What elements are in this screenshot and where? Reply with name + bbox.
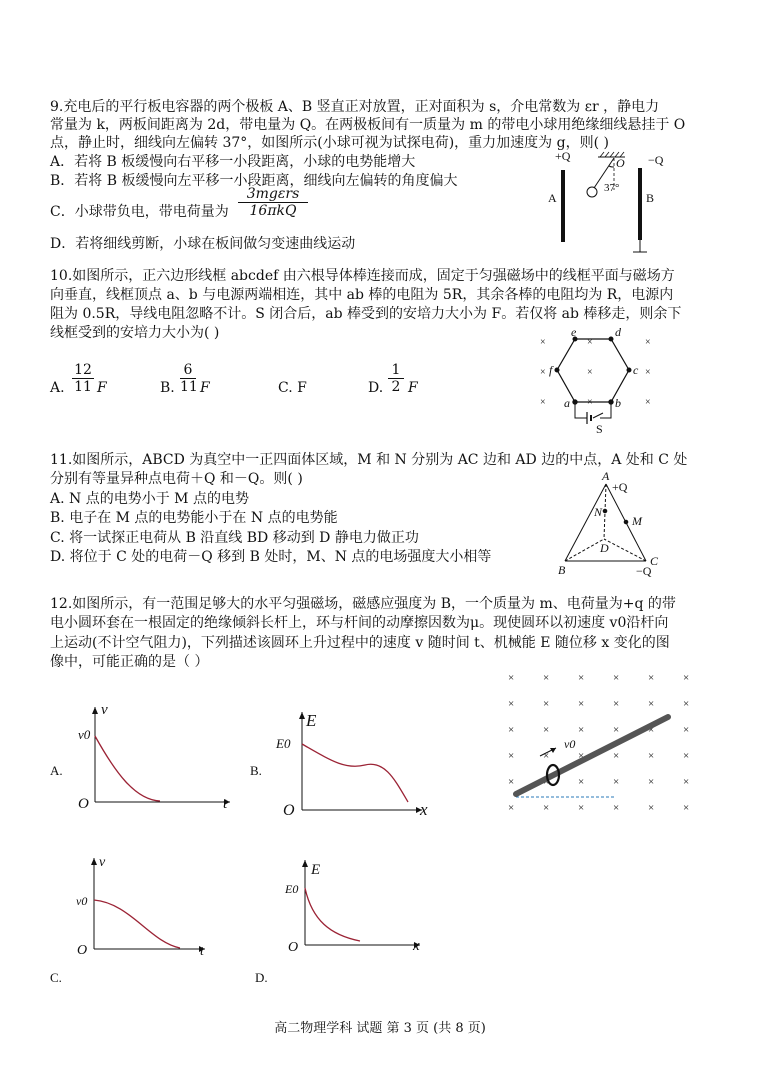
q9-label-plate-a: A <box>548 191 557 205</box>
svg-text:×: × <box>587 367 593 378</box>
q11-tetrahedron-figure <box>558 469 659 578</box>
q12-field-cross: × <box>648 802 655 814</box>
q11-label-minus-q: −Q <box>636 564 652 578</box>
q12-field-cross: × <box>508 750 515 762</box>
q10-option-b-num: 6 <box>183 362 193 378</box>
q10-option-c: C. F <box>278 380 307 396</box>
q12-field-cross: × <box>543 802 550 814</box>
q12-graph-d-e0: E0 <box>285 882 299 896</box>
q12-graph-c-v0: v0 <box>76 894 88 908</box>
q12-graph-c <box>50 855 205 985</box>
q9-label-angle: 37° <box>604 182 620 194</box>
q10-line-1: 10.如图所示，正六边形线框 abcdef 由六根导体棒连接而成，固定于匀强磁场中的线框平面与磁场方 <box>50 268 675 284</box>
q12-graph-b-x-label: x <box>420 800 428 819</box>
q11-point-n <box>603 509 607 513</box>
q12-graph-b <box>250 711 428 819</box>
q12-field-cross: × <box>648 672 655 684</box>
q12-field-cross: × <box>508 724 515 736</box>
q12-field-cross: × <box>648 750 655 762</box>
q12-field-cross: × <box>578 724 585 736</box>
q11-label-plus-q: +Q <box>612 480 628 494</box>
q10-option-b-f: F <box>200 380 210 396</box>
q12-field-cross: × <box>578 698 585 710</box>
q9-label-plate-b: B <box>646 191 655 205</box>
q12-field-cross: × <box>683 698 690 710</box>
q12-field-cross: × <box>683 724 690 736</box>
q12-graph-a-curve <box>95 736 160 801</box>
q12-graph-d-origin: O <box>288 940 299 955</box>
q9-plate-b <box>638 168 642 240</box>
q10-wire-right <box>600 402 611 418</box>
q12-field-cross: × <box>683 802 690 814</box>
svg-text:×: × <box>540 367 546 378</box>
q12-graph-d-option: D. <box>255 970 268 985</box>
q10-option-d-f: F <box>408 380 418 396</box>
q12-field-cross: × <box>508 698 515 710</box>
q9-option-b: B．若将 B 板缓慢向左平移一小段距离，细线向左偏转的角度偏大 <box>50 173 458 189</box>
q10-label-f: f <box>549 363 553 377</box>
q12-graph-c-y-arrow <box>91 858 97 865</box>
svg-text:×: × <box>540 337 546 348</box>
q12-graph-c-y-label: v <box>99 855 106 870</box>
q10-option-b-den: 11 <box>180 379 198 395</box>
q11-label-n: N <box>594 505 603 519</box>
q9-angle-arc <box>609 166 614 167</box>
svg-text:×: × <box>540 397 546 408</box>
q12-graph-b-e0: E0 <box>276 736 291 751</box>
q10-switch-s <box>593 413 603 418</box>
q11-label-a: A <box>602 469 610 483</box>
q12-field-cross: × <box>648 698 655 710</box>
q10-line-2: 向垂直，线框顶点 a、b 与电源两端相连，其中 ab 棒的电阻为 5R，其余各棒的电阻均为 R，电源内 <box>50 287 674 303</box>
q12-graph-a-y-arrow <box>92 707 98 714</box>
q12-graph-d-curve <box>305 888 360 941</box>
q12-field-cross: × <box>613 724 620 736</box>
q12-field-cross: × <box>683 750 690 762</box>
q12-graph-a-v0: v0 <box>78 727 91 742</box>
q9-option-c: C．小球带负电，带电荷量为 <box>50 204 229 220</box>
q12-field-cross: × <box>683 776 690 788</box>
q12-field-cross: × <box>508 776 515 788</box>
q11-label-c: C <box>650 554 659 568</box>
q9-capacitor-figure <box>548 149 664 252</box>
q10-label-d: d <box>615 325 621 339</box>
q12-graph-d <box>255 860 420 985</box>
q10-label-s: S <box>596 422 603 436</box>
q10-line-4: 线框受到的安培力大小为( ) <box>50 325 220 341</box>
q12-graph-a-option: A. <box>50 763 63 778</box>
q9-option-a: A．若将 B 板缓慢向右平移一小段距离，小球的电势能增大 <box>50 154 416 170</box>
q12-field-cross: × <box>648 724 655 736</box>
q11-label-d: D <box>600 541 609 555</box>
q9-label-plus-q: +Q <box>555 149 571 163</box>
q12-line-2: 电小圆环套在一根固定的绝缘倾斜长杆上，环与杆间的动摩擦因数为μ。现使圆环以初速度 v0沿杆向 <box>50 615 669 631</box>
q12-line-1: 12.如图所示，有一范围足够大的水平匀强磁场，磁感应强度为 B，一个质量为 m、电荷量为+q 的带 <box>50 596 676 612</box>
q9-line-3: 点，静止时，细线向左偏转 37°，如图所示(小球可视为试探电荷)，重力加速度为 g，则( ) <box>50 135 609 151</box>
q11-option-a: A. N 点的电势小于 M 点的电势 <box>50 491 249 507</box>
page-footer: 高二物理学科 试题 第 3 页 (共 8 页) <box>274 1021 486 1036</box>
q12-graph-d-x-label: x <box>413 938 420 954</box>
q10-option-d-den: 2 <box>388 378 404 395</box>
q11-label-b: B <box>558 563 566 577</box>
q12-field-cross: × <box>613 802 620 814</box>
q12-graph-a-origin: O <box>78 796 89 812</box>
q12-field-cross: × <box>578 776 585 788</box>
q12-field-cross: × <box>648 776 655 788</box>
q9-line-1: 9.充电后的平行板电容器的两个极板 A、B 竖直正对放置，正对面积为 s，介电常数为 εr ，静电力 <box>50 99 660 115</box>
svg-text:×: × <box>645 337 651 348</box>
q11-option-d: D. 将位于 C 处的电荷－Q 移到 B 处时，M、N 点的电场强度大小相等 <box>50 549 492 565</box>
q12-graph-a-x-label: t <box>223 796 228 812</box>
q12-graph-b-option: B. <box>250 763 262 778</box>
q12-graph-b-y-label: E <box>306 711 317 730</box>
q9-option-c-denominator: 16πkQ <box>238 202 308 219</box>
q10-vertex-f <box>555 368 559 372</box>
q9-option-d: D．若将细线剪断，小球在板间做匀变速曲线运动 <box>50 236 356 252</box>
q11-point-m <box>624 520 628 524</box>
q12-label-v0: v0 <box>564 737 576 751</box>
q12-field-cross: × <box>543 672 550 684</box>
q12-field-cross: × <box>613 776 620 788</box>
q9-line-2: 常量为 k，两板间距离为 2d，带电量为 Q。在两极板间有一质量为 m 的带电小球用绝缘细线悬挂于 O <box>50 117 686 133</box>
q12-graph-b-origin: O <box>283 802 295 819</box>
q10-label-a: a <box>564 396 570 410</box>
q10-option-a-num: 12 <box>74 362 92 378</box>
q12-field-cross: × <box>578 750 585 762</box>
q10-option-a-den: 11 <box>72 378 94 395</box>
q12-field-cross: × <box>683 672 690 684</box>
svg-text:×: × <box>645 397 651 408</box>
q10-label-b: b <box>615 396 621 410</box>
q11-line-2: 分别有等量异种点电荷＋Q 和－Q。则( ) <box>50 471 303 487</box>
q10-hexagon-figure <box>540 325 651 436</box>
q9-plate-a <box>561 170 565 242</box>
q9-option-c-numerator: 3mgεrs <box>246 186 300 202</box>
q12-graph-a-y-label: v <box>101 702 108 718</box>
q12-field-cross: × <box>578 802 585 814</box>
q10-wire-left <box>575 402 587 418</box>
q12-field-cross: × <box>543 724 550 736</box>
q11-label-m: M <box>632 514 642 528</box>
q12-graph-d-y-arrow <box>302 860 308 867</box>
q12-graph-d-y-label: E <box>311 862 321 878</box>
q12-field-cross: × <box>543 750 550 762</box>
q10-option-d-label: D. <box>368 380 384 396</box>
q11-edge-cd <box>604 539 646 561</box>
q12-field-cross: × <box>613 672 620 684</box>
q12-field-cross: × <box>613 698 620 710</box>
q12-field-cross: × <box>508 802 515 814</box>
q12-graph-c-option: C. <box>50 970 62 985</box>
q12-graph-c-curve <box>94 900 180 948</box>
q11-option-c: C. 将一试探正电荷从 B 沿直线 BD 移动到 D 静电力做正功 <box>50 530 419 546</box>
q10-line-3: 阻为 0.5R，导线电阻忽略不计。S 闭合后，ab 棒受到的安培力大小为 F。若仅将 ab 棒移走，则余下 <box>50 306 682 322</box>
q12-field-cross: × <box>543 698 550 710</box>
q12-field-cross: × <box>578 672 585 684</box>
q12-field-crosses <box>508 672 689 814</box>
svg-text:×: × <box>587 337 593 348</box>
q11-option-b: B. 电子在 M 点的电势能小于在 N 点的电势能 <box>50 510 338 526</box>
q12-graph-b-curve <box>302 744 408 802</box>
q9-label-minus-q: −Q <box>648 153 664 167</box>
q12-graph-c-x-label: t <box>200 944 204 959</box>
q12-field-cross: × <box>508 672 515 684</box>
q10-label-c: c <box>633 363 639 377</box>
svg-text:×: × <box>587 397 593 408</box>
svg-text:×: × <box>645 367 651 378</box>
q12-graph-b-y-arrow <box>299 712 305 719</box>
q12-inclined-rod <box>516 717 668 794</box>
q10-vertex-c <box>627 368 631 372</box>
q10-option-a-label: A. <box>50 380 65 396</box>
q10-vertex-d <box>609 337 613 341</box>
q10-option-b-label: B. <box>160 380 175 396</box>
q12-graph-c-origin: O <box>77 943 88 958</box>
q12-graph-a <box>50 702 230 812</box>
q12-field-cross: × <box>613 750 620 762</box>
q9-ball <box>587 187 597 197</box>
q12-field-cross: × <box>543 776 550 788</box>
q12-line-3: 上运动(不计空气阻力)，下列描述该圆环上升过程中的速度 v 随时间 t、机械能 E 随位移 x 变化的图 <box>50 635 670 651</box>
q11-line-1: 11.如图所示，ABCD 为真空中一正四面体区域，M 和 N 分别为 AC 边和 AD 边的中点，A 处和 C 处 <box>50 452 688 468</box>
q9-label-o: O <box>616 156 625 170</box>
q10-option-d-num: 1 <box>391 362 401 378</box>
q10-hexagon-frame <box>557 339 629 402</box>
q12-rod-figure <box>508 672 689 814</box>
q12-line-4: 像中，可能正确的是（ ） <box>50 654 209 670</box>
q10-label-e: e <box>571 325 577 339</box>
q10-option-a-f: F <box>97 380 107 396</box>
